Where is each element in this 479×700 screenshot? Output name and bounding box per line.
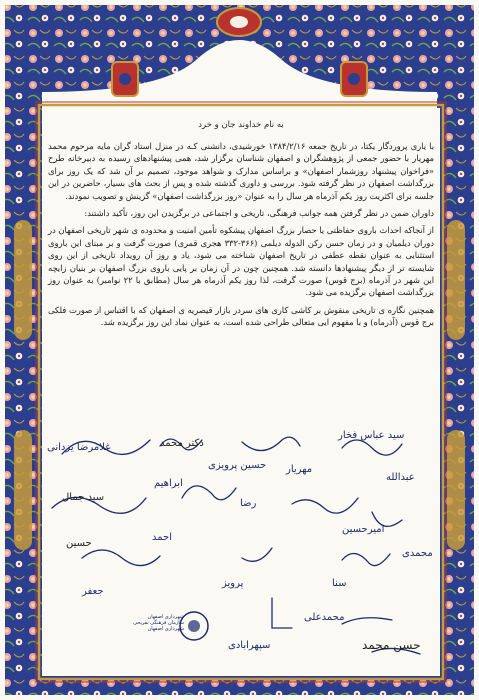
paragraph-1: با یاری پروردگار یکتا، در تاریخ جمعه ۱۳۸۴/۲/۱۶ خورشیدی، دانشنی کـه در منزل استاد گران مایه مرحوم محمد مهریار با حضور جمعی از پژوهشگران و اصفهان شناسان برگزار شد، همی پیشنهادهای رسیده به دبیرخانه طرح «فراخوان پیشنهاد روزشمار اصفهان» و براساس مدارک و شواهد موجود، تصمیم بر آن شد که یک روز برای بزرگداشت اصفهان در نظر گرفته شود. بررسی و داوری گذشته شده و پس از بحث های بسیار، حاضرین در این جلسه برای اکثریت روز یکم آذرماه هر سال را به عنوان «روز بزرگداشت اصفهان» گزینش و تصویب نمودند. (48, 141, 435, 201)
stamp-line: شهرداری اصفهان (147, 626, 184, 632)
declaration-body (48, 140, 434, 334)
paragraph-2: داوران ضمن در نظر گرفتن همه جوانب فرهنگی، تاریخی و اجتماعی در برگزیدن این روز، تأکید داشتند: (84, 208, 434, 219)
official-stamp (180, 612, 208, 640)
signature-5: حسین پرویزی (208, 460, 267, 471)
text-panel (42, 108, 440, 676)
stamp-line: سازمان فرهنگی تفریحی (133, 620, 184, 626)
signature-3: غلامرضا یزدانی (47, 442, 111, 453)
signature-12: حسین (66, 538, 92, 549)
left-medallion (112, 62, 138, 96)
signature-6: عبدالله (386, 472, 415, 483)
signature-19: حسن محمد (362, 638, 421, 652)
signature-8: سید جمال (62, 492, 105, 503)
invocation-line: به نام خداوند جان و خرد (198, 120, 284, 130)
signature-18: سپهرابادی (228, 640, 271, 651)
signatures-area (42, 428, 440, 668)
signature-7: ابراهیم (154, 478, 183, 489)
top-center-medallion (217, 8, 261, 36)
signature-14: سنا (332, 578, 347, 589)
stamp-text (120, 614, 184, 632)
signature-9: رضا (240, 498, 257, 509)
signature-17: محمدعلی (304, 612, 345, 623)
signature-4: مهریار (286, 464, 313, 475)
signature-11: احمد (152, 532, 172, 543)
signature-2: دکتر محمد (160, 438, 204, 449)
stamp-line: شهرداری اصفهان (147, 614, 184, 620)
signature-13: محمدی (402, 548, 433, 559)
paragraph-4: همچنین نگاره ی تاریخی منقوش بر کاشی کاری های سردر بازار قیصریه ی اصفهان که با اقتباس از صورت فلکی برج قوس (آذرماه) و با مفهوم ایی متعالی طراحی شده است، به عنوان نماد این روز برگزیده شد. (48, 304, 434, 328)
right-medallion (341, 62, 367, 96)
signature-16: جعفر (82, 586, 104, 597)
signature-15: پرویز (222, 578, 244, 589)
signature-1: سید عباس فخار (338, 430, 405, 441)
signature-10: امیرحسین (342, 524, 385, 535)
paragraph-3: از آنجاکه احداث باروی حفاظتی یا حصار بزرگ اصفهان پیشکوه تأمین امنیت و محدوده ی شهر تاریخی اصفهان در دوران دیلمیان و در زمان حسن رکن الدوله دیلمی (۳۶۶-۳۳۲ هجری قمری) صورت گرفت و بر مبنای این باروی استثنایی به عنوان نقطه عطفی در تاریخ اصفهان شناخته می شود، یاد و روز آن رویداد تاریخی از این روی شایسته تر از دیگر پیشنهادها دانسته شد. همچنین چون در آن زمان بر پایی باروی بزرگ اصفهان بر بنیان زایچه این شهر در آذرماه (برج قوس) صورت گرفت، لذا روز یکم آذرماه هر سال (مطابق با ۲۲ نوامبر) به عنوان روز بزرگداشت اصفهان برگزیده می شود. (48, 225, 434, 298)
